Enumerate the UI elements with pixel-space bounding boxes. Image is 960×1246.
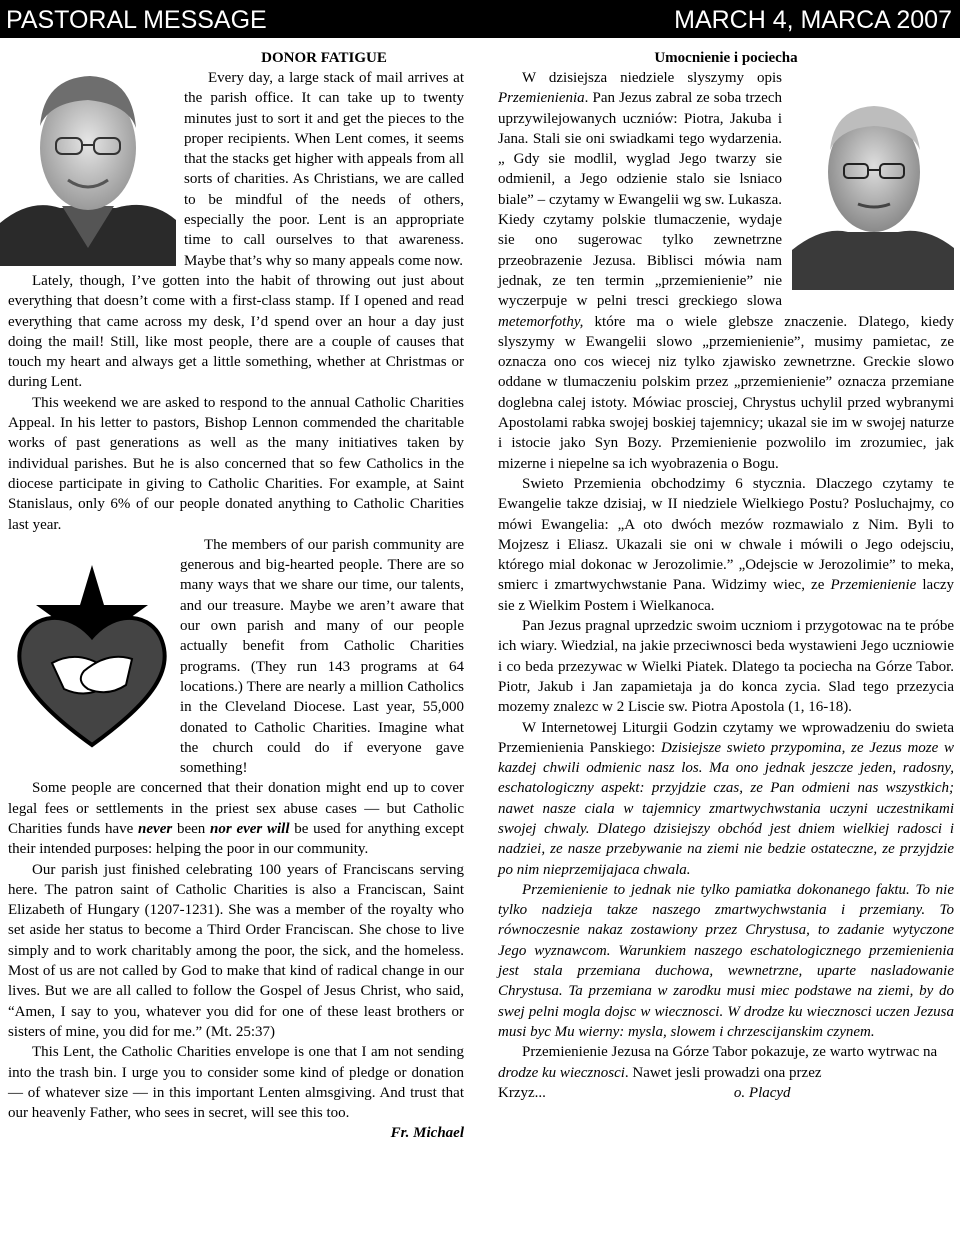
priest-photo <box>792 80 954 290</box>
emphasis: nor ever will <box>210 820 290 837</box>
paragraph: Lately, though, I’ve gotten into the habit of throwing out just about everything that doesn’t come with a first-class stamp. If I opened and read everything that came across my desk, I’d spend over an hour a day just doing the mail! Still, like most people, there are a couple of causes that touch my heart and always get a little something, whether at Christmas or during Lent. <box>8 272 464 391</box>
emphasis: Przemienienie to jednak nie tylko pamiatka dokonanego faktu. To nie tylko nadzieja takze naszego zmartwychwstania i przemiany. To równoczesnie nakaz zostawiony przez Chrystusa, to zadanie wytyczone Jego wyznawcom. Warunkiem naszego eschatologicznego przemienienia jest stala przemiana duchowa, wewnetrzne, uparte nasladowanie Chrystusa. Ta przemiana w zarodku musi miec podstawe na ziemi, by do swej pelni mogla dojsc w wiecznosci. W drodze ku wiecznosci uczen Jezusa musi byc Mu wierny: mysla, slowem i chrzescijanskim czynem. <box>498 881 954 1040</box>
text-run: W dzisiejsza niedziele slyszymy opis <box>522 70 782 86</box>
article-title: Umocnienie i pociecha <box>654 50 798 66</box>
text-run: Przemienienie Jezusa na Górze Tabor pokazuje, ze warto wytrwac na <box>522 1044 938 1061</box>
text-run: been <box>172 820 211 837</box>
paragraph: Our parish just finished celebrating 100 years of Franciscans serving here. The patron saint of Catholic Charities is also a Franciscan, Saint Elizabeth of Hungary (1207-1231). She was a member of the royalty who set aside her status to become a Third Order Franciscan. She chose to live simply and to work charitably among the poor, the sick, and the homeless. Most of us are not called by God to make that kind of radical change in our lives. But we are all called to follow the Gospel of Jesus Christ, who said, “Amen, I say to you, whatever you did for one of these least brothers or sisters of mine, you did for me.” (Mt. 25:37) <box>8 861 464 1040</box>
english-column <box>8 48 464 1144</box>
emphasis: Przemienienia <box>498 90 585 107</box>
emphasis: drodze ku wiecznosci <box>498 1064 625 1081</box>
page-header <box>0 0 960 38</box>
text-run: . Nawet jesli prowadzi ona przez Krzyz... <box>498 1064 822 1101</box>
paragraph: Pan Jezus pragnal uprzedzic swoim uczniom i przygotowac na te próbe ich wiary. Wiedzial, na jakie przeciwnosci beda wystawieni Jego uczniowie i co beda przezywac w Wielki Piatek. Dlatego ta pociecha na Górze Tabor. Piotr, Jakub i Jan zapamietaja ja do konca zycia. Slad tego przezycia mozemy znalezc w 2 Liscie sw. Piotra Apostola (1, 16-18). <box>498 618 954 716</box>
emphasis: Przemienienie <box>830 577 917 594</box>
emphasis: never <box>138 820 173 837</box>
article-title: DONOR FATIGUE <box>261 50 387 66</box>
text-run: Some people are concerned that their donation might end up to cover legal fees or settlements in the priest sex abuse cases — but Catholic Charities funds have <box>8 780 464 837</box>
paragraph: Every day, a large stack of mail arrives at the parish office. It can take up to twenty minutes just to sort it and get the pieces to the proper recipients. When Lent comes, it seems that the stacks get higher with appeals from all sorts of charities. As Christians, we are called to be mindful of the needs of others, especially the poor. Lent is an appropriate time to call ourselves to that awareness. Maybe that’s why so many appeals come now. <box>184 70 464 269</box>
signature: Fr. Michael <box>390 1125 464 1142</box>
text-run: laczy sie z Wielkim Postem i Wielkanoca. <box>498 577 955 614</box>
pastor-photo <box>0 48 176 266</box>
signature: o. Placyd <box>733 1084 791 1101</box>
paragraph <box>498 1042 954 1103</box>
paragraph <box>498 474 954 616</box>
section-title: PASTORAL MESSAGE <box>6 6 267 34</box>
text-run: Swieto Przemienia obchodzimy 6 stycznia. Dlaczego czytamy te Ewangelie takze dzisiaj, w II niedziele Wielkiego Postu? Posluchajmy, co mówi Ewangelia: „A oto dwóch mezów rozmawialo z Nim. Byli to Mojzesz i Eliasz. Ukazali sie oni w chwale i mówili o Jego odejsciu, którego mial dokonac w Jerozolimie.” „Odejscie w Jerozolimie” to meka, smierc i zmartwychwstanie Pana. Widzimy wiec, ze <box>498 475 954 594</box>
emphasis: metemorfothy, <box>498 313 584 330</box>
text-run: be used for anything except their intended purposes: helping the poor in our community. <box>8 820 465 858</box>
paragraph <box>8 778 464 859</box>
paragraph: The members of our parish community are generous and big-hearted people. There are so many ways that we share our time, our talents, and our treasure. Maybe we aren’t aware that our own parish and many of our people actually benefit from Catholic Charities programs. (They run 143 programs at 64 locations.) There are nearly a million Catholics in the Cleveland Diocese. Last year, 55,000 donated to Catholic Charities. Imagine what the church could do if everyone gave something! <box>180 536 464 777</box>
emphasis: Dzisiejsze swieto przypomina, ze Jezus moze w kazdej chwili odmienic nasz los. Ma ono jednak jeszcze jeden, radosny, eschatologiczny aspekt: przyjdzie czas, ze Pan odmieni nas wszystkich; nawet nasze ciala w tajemnicy zmartwychwstania uczyni uczestnikami swojej chwaly. Dlatego dzisiejszy obchód jest dniem wielkiej radosci i nadziei, ze nasze przebywanie na ziemi nie bedzie ostateczne, ze przyjdzie po nim nieprzemijajaca chwala. <box>498 739 954 878</box>
issue-date: MARCH 4, MARCA 2007 <box>674 6 952 34</box>
catholic-charities-logo <box>8 559 176 759</box>
paragraph <box>498 880 954 1042</box>
text-run: W Internetowej Liturgii Godzin czytamy we wprowadzeniu do swieta Przemienienia Panskiego: <box>498 719 954 756</box>
text-run: które ma o wiele glebsze znaczenie. Dlatego, kiedy slyszymy w Ewangelii slowo „przemienienie”, musimy pamietac, ze oznacza ono cos wiecej niz tylko zjawisko zewnetrzne. Greckie slowo oddane w tlumaczeniu polskim przez „przemienienie” oznacza przemiane doglebna calej istoty. Mówiac prosciej, Chrystus uchylil przed wybranymi Apostolami rabka swojej boskiej tajemnicy; ukazal sie im w swojej naturze i istocie jako Syn Bozy. Przemienienie pozwolilo im zrozumiec, jak mizerne i niepelne sa ich wyobrazenia o Bogu. <box>498 313 954 472</box>
paragraph <box>498 718 954 880</box>
polish-column <box>498 48 954 1103</box>
paragraph: This Lent, the Catholic Charities envelope is one that I am not sending into the trash bin. I urge you to consider some kind of pledge or donation — of whatever size — in this important Lenten almsgiving. And trust that our heavenly Father, who sees in secret, will see this too. <box>8 1044 464 1122</box>
paragraph: This weekend we are asked to respond to the annual Catholic Charities Appeal. In his letter to pastors, Bishop Lennon commended the charitable works of past generations as well as the many initiatives taken by individual parishes. But he is also concerned that so few Catholics in the diocese participate in giving to Catholic Charities. For example, at Saint Stanislaus, only 6% of our people donated anything to Catholic Charities last year. <box>8 394 464 533</box>
text-run: . Pan Jezus zabral ze soba trzech uprzywilejowanych uczniów: Piotra, Jakuba i Jana. Stali sie oni swiadkami tego wydarzenia. „ Gdy sie modlil, wyglad Jego twarzy sie odmienil, a Jego odzienie stalo sie lsniaco biale” – czytamy w Ewangelii wg sw. Lukasza. Kiedy czytamy polskie tlumaczenie, wydaje sie ono sugerowac tylko zewnetrzne przeobrazenie Jezusa. Biblisci mówia nam jednak, ze ten termin „przemienienie” nie wyczerpuje w pelni tresci greckiego slowa <box>498 90 782 310</box>
